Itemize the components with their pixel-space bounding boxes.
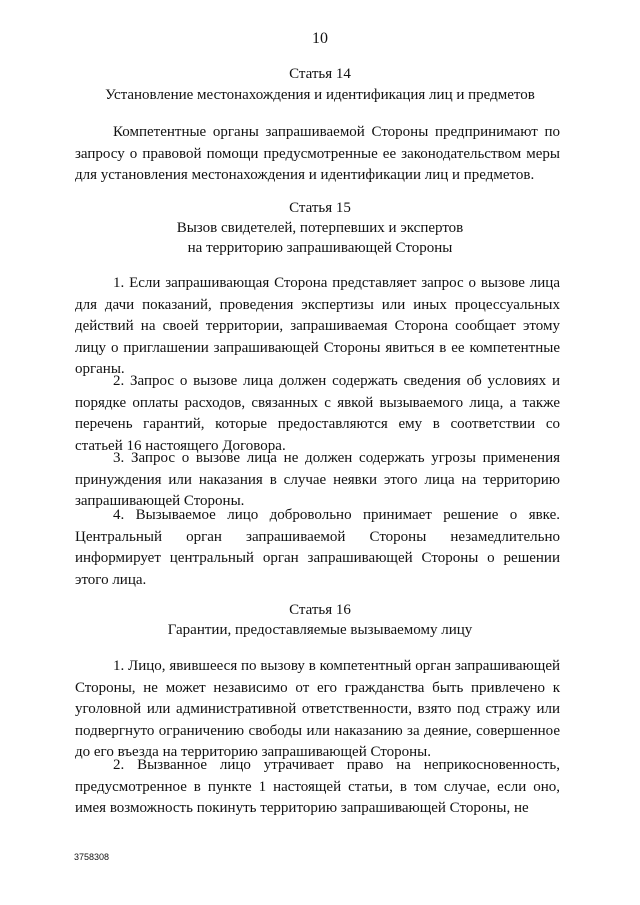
article-16-subtitle: Гарантии, предоставляемые вызываемому лицу — [167, 622, 473, 638]
article-15-paragraph-4: 4. Вызываемое лицо добровольно принимает решение о явке. Центральный орган запрашиваемой Стороны незамедлительно информирует центральный орган запрашивающей Стороны о решении этого лица. — [75, 507, 560, 588]
article-15-paragraph-2: 2. Запрос о вызове лица должен содержать сведения об условиях и порядке оплаты расходов, связанных с явкой вызываемого лица, а также перечень гарантий, которые предоставляются ему в соответствии со статьей 16 настоящего Договора. — [75, 373, 560, 454]
article-15-subtitle-line1: Вызов свидетелей, потерпевших и экспертов — [176, 220, 464, 236]
document-id: 3758308 — [74, 852, 110, 862]
article-16-title: Статья 16 — [289, 602, 351, 618]
article-15-subtitle-line2: на территорию запрашивающей Стороны — [187, 240, 453, 256]
article-14-subtitle: Установление местонахождения и идентификация лиц и предметов — [105, 87, 535, 103]
article-14-title: Статья 14 — [289, 66, 351, 82]
article-15-paragraph-3: 3. Запрос о вызове лица не должен содержать угрозы применения принуждения или наказания в случае неявки этого лица на территорию запрашивающей Стороны. — [75, 450, 560, 509]
article-16-paragraph-1: 1. Лицо, явившееся по вызову в компетентный орган запрашивающей Стороны, не может независимо от его гражданства быть привлечено к уголовной или административной ответственности, взято под стражу или подвергнуто ограничению свободы или наказанию за деяние, совершенное до его въезда на территорию запрашивающей Стороны. — [75, 658, 560, 760]
article-15-title: Статья 15 — [289, 200, 351, 216]
article-15-paragraph-1: 1. Если запрашивающая Сторона представляет запрос о вызове лица для дачи показаний, проведения экспертизы или иных процессуальных действий на своей территории, запрашиваемая Сторона сообщает этому лицу о приглашении запрашивающей Стороны явиться в ее компетентные органы. — [75, 275, 560, 377]
page-number: 10 — [312, 30, 328, 47]
article-14-paragraph: Компетентные органы запрашиваемой Стороны предпринимают по запросу о правовой помощи предусмотренные ее законодательством меры для установления местонахождения и идентификации лиц и предметов. — [75, 124, 560, 183]
article-16-paragraph-2: 2. Вызванное лицо утрачивает право на неприкосновенность, предусмотренное в пункте 1 настоящей статьи, в том случае, если оно, имея возможность покинуть территорию запрашивающей Стороны, не — [75, 757, 560, 816]
